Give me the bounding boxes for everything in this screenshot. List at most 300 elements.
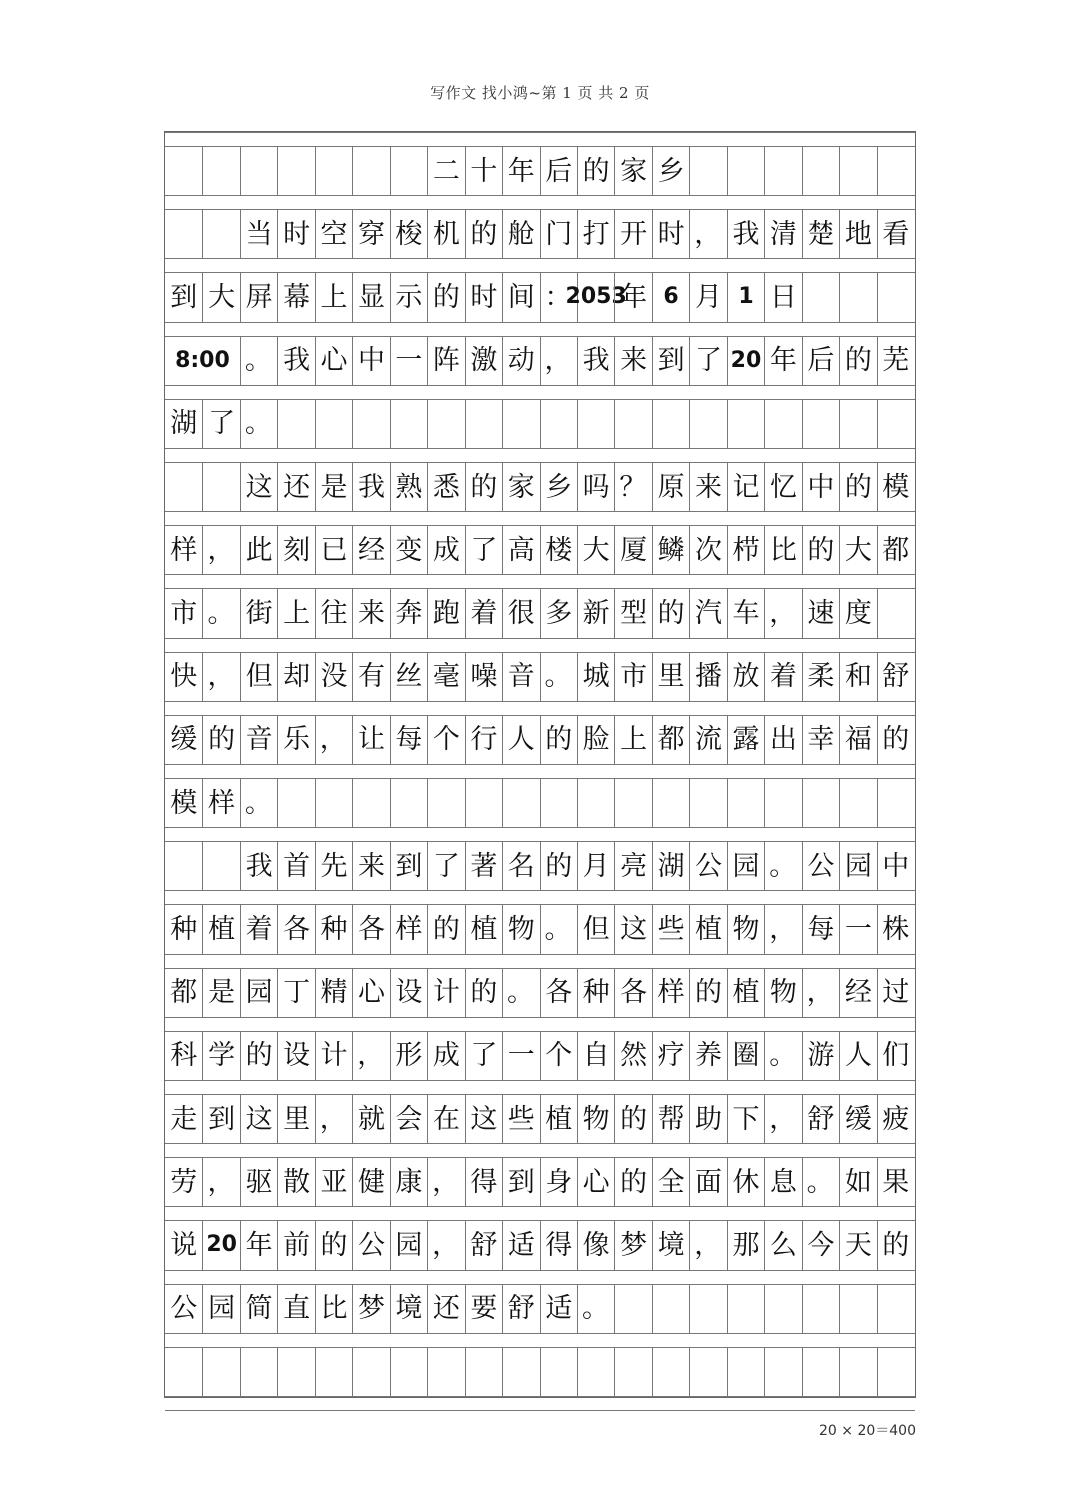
grid-cell [839,1348,876,1396]
grid-row [165,1348,915,1396]
grid-cell: 音 [502,653,539,701]
grid-cell [727,1348,764,1396]
grid-cell: 到 [652,337,689,385]
grid-cell: 模 [877,463,914,511]
grid-row [165,210,915,258]
grid-cell [390,1348,427,1396]
grid-cell: 中 [352,337,389,385]
grid-cell: 园 [240,969,277,1017]
grid-cell: 门 [540,210,577,258]
grid-cell [427,1348,464,1396]
grid-cell: 一 [390,337,427,385]
grid-cell [277,779,314,827]
grid-cell: 来 [352,842,389,890]
grid-cell: 今 [802,1221,839,1269]
grid-cell [240,147,277,195]
grid-cell: 着 [465,589,502,637]
grid-cell: 都 [170,977,198,1009]
grid-cell: 物 [577,1095,614,1143]
grid-cell: 。 [577,1285,614,1333]
grid-cell: ， [202,653,239,701]
grid-cell [315,400,352,448]
grid-cell [614,1285,651,1333]
grid-cell: 20 [727,337,764,385]
grid-cell: ， [540,337,577,385]
grid-cell [877,400,914,448]
grid-cell: 月 [577,842,614,890]
grid-cell: 经 [839,969,876,1017]
grid-cell: 福 [839,716,876,764]
grid-cell [802,273,839,321]
grid-cell [689,1285,726,1333]
grid-cell: 变 [390,526,427,574]
grid-cell: 了 [427,842,464,890]
grid-cell [839,779,876,827]
grid-cell: 型 [614,589,651,637]
row-spacer [165,1206,915,1221]
grid-cell: 散 [277,1158,314,1206]
grid-cell: 年 [614,273,651,321]
grid-cell [390,779,427,827]
grid-cell: 乐 [277,716,314,764]
grid-cell: 植 [689,905,726,953]
grid-cell: 动 [502,337,539,385]
grid-cell: 劳 [170,1166,198,1198]
grid-cell: 中 [877,842,914,890]
grid-cell: 看 [877,210,914,258]
grid-cell: 后 [540,147,577,195]
grid-cell [352,400,389,448]
grid-cell: 楼 [540,526,577,574]
grid-cell: 成 [427,1032,464,1080]
grid-cell: 。 [540,905,577,953]
grid-cell [689,1348,726,1396]
grid-cell [352,147,389,195]
grid-cell: 但 [240,653,277,701]
grid-cell: 梦 [352,1285,389,1333]
grid-cell: 公 [689,842,726,890]
grid-cell: 显 [352,273,389,321]
grid-cell: 了 [202,400,239,448]
grid-cell: 梦 [614,1221,651,1269]
grid-cell: 行 [465,716,502,764]
grid-cell: 出 [764,716,801,764]
grid-cell: 芜 [877,337,914,385]
grid-cell: 的 [802,526,839,574]
grid-cell: 幸 [802,716,839,764]
grid-cell: 然 [614,1032,651,1080]
grid-cell: 梭 [390,210,427,258]
grid-cell: 植 [202,905,239,953]
grid-cell: 游 [802,1032,839,1080]
grid-cell: 植 [465,905,502,953]
grid-cell: 忆 [764,463,801,511]
grid-cell: 。 [240,337,277,385]
grid-cell [727,779,764,827]
grid-cell: 物 [764,969,801,1017]
grid-cell [802,779,839,827]
grid-cell [839,273,876,321]
grid-cell [764,1285,801,1333]
grid-cell: 的 [465,210,502,258]
manuscript-grid [164,131,916,1398]
grid-row [165,1032,915,1080]
grid-cell [652,779,689,827]
grid-cell: 身 [540,1158,577,1206]
grid-cell: 养 [689,1032,726,1080]
grid-cell: 我 [577,337,614,385]
row-spacer [165,701,915,716]
grid-cell: 先 [315,842,352,890]
grid-cell: 后 [802,337,839,385]
grid-cell: 亮 [614,842,651,890]
grid-cell: 名 [502,842,539,890]
grid-cell: 着 [240,905,277,953]
grid-cell: 舱 [502,210,539,258]
grid-cell: 圈 [727,1032,764,1080]
grid-cell: 记 [727,463,764,511]
grid-cell: 到 [170,281,198,313]
grid-cell: 城 [577,653,614,701]
grid-cell: 公 [802,842,839,890]
grid-cell: 像 [577,1221,614,1269]
grid-cell [502,779,539,827]
grid-cell [315,779,352,827]
grid-cell: 度 [839,589,876,637]
grid-row [165,463,915,511]
grid-cell [540,1348,577,1396]
grid-cell: 市 [170,597,198,629]
grid-cell: 间 [502,273,539,321]
grid-cell: ， [427,1158,464,1206]
grid-cell [165,1348,202,1396]
grid-cell: 还 [427,1285,464,1333]
grid-cell: 次 [689,526,726,574]
grid-cell: 大 [839,526,876,574]
grid-cell: 直 [277,1285,314,1333]
grid-cell [839,1285,876,1333]
grid-cell [277,1348,314,1396]
grid-cell [652,1285,689,1333]
grid-cell [802,400,839,448]
grid-cell: 车 [727,589,764,637]
grid-cell: 的 [202,716,239,764]
grid-cell: 。 [764,842,801,890]
grid-cell: 学 [202,1032,239,1080]
grid-cell: 的 [427,905,464,953]
grid-cell: 很 [502,589,539,637]
grid-cell: 的 [465,969,502,1017]
grid-cell: 毫 [427,653,464,701]
grid-cell: 年 [502,147,539,195]
grid-cell: 疲 [877,1095,914,1143]
row-spacer [165,511,915,526]
grid-cell [802,1285,839,1333]
grid-cell: 。 [764,1032,801,1080]
grid-cell: 高 [502,526,539,574]
grid-cell: 鳞 [652,526,689,574]
grid-cell: 街 [240,589,277,637]
grid-cell: 都 [652,716,689,764]
grid-cell [540,400,577,448]
grid-cell: 个 [427,716,464,764]
grid-cell: 种 [577,969,614,1017]
row-spacer [165,954,915,969]
grid-cell [802,1348,839,1396]
grid-cell: 吗 [577,463,614,511]
grid-cell [727,1285,764,1333]
grid-cell: 月 [689,273,726,321]
grid-cell: 园 [839,842,876,890]
grid-cell: 我 [277,337,314,385]
grid-row [165,400,915,448]
grid-cell: 速 [802,589,839,637]
grid-cell: 舒 [802,1095,839,1143]
grid-row [165,779,915,827]
grid-row [165,337,915,385]
grid-cell: 2053 [577,273,614,321]
grid-cell: 。 [502,969,539,1017]
grid-cell: ， [202,526,239,574]
grid-cell: 刻 [277,526,314,574]
grid-cell: 的 [427,273,464,321]
grid-cell: 形 [390,1032,427,1080]
grid-cell: 8:00 [175,347,230,373]
grid-cell: 悉 [427,463,464,511]
grid-cell: 楚 [802,210,839,258]
grid-cell [202,147,239,195]
grid-cell: 到 [202,1095,239,1143]
grid-row [165,1095,915,1143]
grid-cell [577,779,614,827]
grid-cell: 境 [652,1221,689,1269]
grid-cell: 么 [764,1221,801,1269]
grid-cell: 适 [540,1285,577,1333]
grid-cell [764,400,801,448]
grid-cell: ， [764,589,801,637]
grid-cell: 。 [240,400,277,448]
grid-cell: 各 [352,905,389,953]
grid-cell: 脸 [577,716,614,764]
grid-cell [277,400,314,448]
grid-cell: 二 [427,147,464,195]
grid-cell: ： [540,273,577,321]
grid-cell: 没 [315,653,352,701]
grid-cell: 来 [352,589,389,637]
grid-cell [390,147,427,195]
grid-cell: 的 [877,716,914,764]
grid-cell [277,147,314,195]
grid-row [165,905,915,953]
row-spacer [165,890,915,905]
grid-cell: 。 [240,779,277,827]
grid-cell: 这 [465,1095,502,1143]
grid-cell: 6 [652,273,689,321]
grid-cell [689,779,726,827]
grid-cell: 的 [540,716,577,764]
grid-cell: 了 [689,337,726,385]
grid-cell: 的 [689,969,726,1017]
grid-cell: 舒 [502,1285,539,1333]
grid-cell [540,779,577,827]
grid-cell: 我 [727,210,764,258]
grid-cell: 息 [764,1158,801,1206]
grid-cell: 的 [614,1158,651,1206]
grid-cell [877,589,914,637]
grid-cell: 株 [877,905,914,953]
grid-cell: 原 [652,463,689,511]
grid-cell [689,147,726,195]
grid-cell [727,147,764,195]
grid-cell: 年 [764,337,801,385]
grid-cell: 时 [465,273,502,321]
grid-cell: 来 [689,463,726,511]
grid-cell: 天 [839,1221,876,1269]
grid-cell: 疗 [652,1032,689,1080]
grid-cell: 设 [390,969,427,1017]
grid-cell: 一 [839,905,876,953]
grid-cell: 多 [540,589,577,637]
grid-cell: 这 [240,463,277,511]
grid-cell: 空 [315,210,352,258]
grid-cell: 的 [839,337,876,385]
grid-cell: 已 [315,526,352,574]
grid-cell: 下 [727,1095,764,1143]
grid-cell: 激 [465,337,502,385]
grid-cell: 十 [465,147,502,195]
row-spacer [165,1017,915,1032]
grid-cell: 的 [240,1032,277,1080]
grid-cell: 都 [877,526,914,574]
grid-cell: 奔 [390,589,427,637]
grid-cell: 湖 [652,842,689,890]
grid-cell: 1 [727,273,764,321]
grid-cell: 了 [465,1032,502,1080]
grid-cell: 我 [240,842,277,890]
grid-cell: 熟 [390,463,427,511]
grid-cell [390,400,427,448]
grid-cell: 一 [502,1032,539,1080]
grid-cell: 就 [352,1095,389,1143]
grid-cell [764,147,801,195]
grid-cell [614,779,651,827]
grid-cell: 却 [277,653,314,701]
grid-cell: 说 [170,1229,198,1261]
grid-cell: 上 [277,589,314,637]
grid-cell: 的 [540,842,577,890]
row-spacer [165,1143,915,1158]
grid-cell [202,463,239,511]
row-spacer [165,764,915,779]
grid-cell: 。 [540,653,577,701]
grid-cell: 20 [202,1221,239,1269]
grid-cell: 机 [427,210,464,258]
grid-cell: 大 [202,273,239,321]
grid-cell: 走 [170,1103,198,1135]
grid-cell: 让 [352,716,389,764]
grid-cell: 缓 [170,724,198,756]
grid-cell: 些 [652,905,689,953]
grid-cell: 幕 [277,273,314,321]
grid-cell: 大 [577,526,614,574]
grid-cell: 如 [839,1158,876,1206]
grid-cell: 简 [240,1285,277,1333]
grid-cell: 噪 [465,653,502,701]
row-spacer [165,258,915,273]
grid-cell: 助 [689,1095,726,1143]
grid-cell: 种 [170,913,198,945]
grid-cell: 地 [839,210,876,258]
grid-cell: 园 [727,842,764,890]
grid-cell: 得 [465,1158,502,1206]
row-spacer [165,385,915,400]
grid-cell: 放 [727,653,764,701]
row-spacer [165,574,915,589]
grid-cell: 健 [352,1158,389,1206]
grid-cell: 播 [689,653,726,701]
grid-cell: 露 [727,716,764,764]
grid-row [165,1285,915,1333]
grid-cell: 还 [277,463,314,511]
grid-cell [577,400,614,448]
grid-cell [502,400,539,448]
grid-cell [465,1348,502,1396]
grid-cell [352,779,389,827]
grid-cell: 阵 [427,337,464,385]
grid-cell: 著 [465,842,502,890]
grid-cell [877,1285,914,1333]
grid-cell: 家 [614,147,651,195]
grid-cell: 境 [390,1285,427,1333]
grid-cell: 计 [315,1032,352,1080]
row-spacer [165,827,915,842]
grid-cell [877,1348,914,1396]
grid-cell: 里 [277,1095,314,1143]
grid-cell: 物 [727,905,764,953]
grid-cell: 是 [315,463,352,511]
grid-row [165,716,915,764]
grid-cell: 乡 [652,147,689,195]
grid-cell [202,1348,239,1396]
grid-cell [764,1348,801,1396]
grid-cell [614,1348,651,1396]
grid-cell: 但 [577,905,614,953]
grid-cell: 心 [315,337,352,385]
grid-cell [202,842,239,890]
grid-cell: 适 [502,1221,539,1269]
grid-cell [165,842,202,890]
grid-cell [577,1348,614,1396]
page-header: 写作文 找小鸿~第 1 页 共 2 页 [430,84,650,102]
grid-cell: 个 [540,1032,577,1080]
grid-cell: 流 [689,716,726,764]
grid-row [165,653,915,701]
grid-cell: 那 [727,1221,764,1269]
grid-cell: 比 [315,1285,352,1333]
grid-row [165,1158,915,1206]
grid-cell: 到 [502,1158,539,1206]
grid-cell: 穿 [352,210,389,258]
grid-cell [652,400,689,448]
grid-cell [727,400,764,448]
grid-cell [877,147,914,195]
grid-cell: 模 [170,787,198,819]
grid-cell: 公 [352,1221,389,1269]
grid-cell: ， [352,1032,389,1080]
grid-cell: ， [764,1095,801,1143]
grid-cell: 我 [352,463,389,511]
grid-cell: 得 [540,1221,577,1269]
